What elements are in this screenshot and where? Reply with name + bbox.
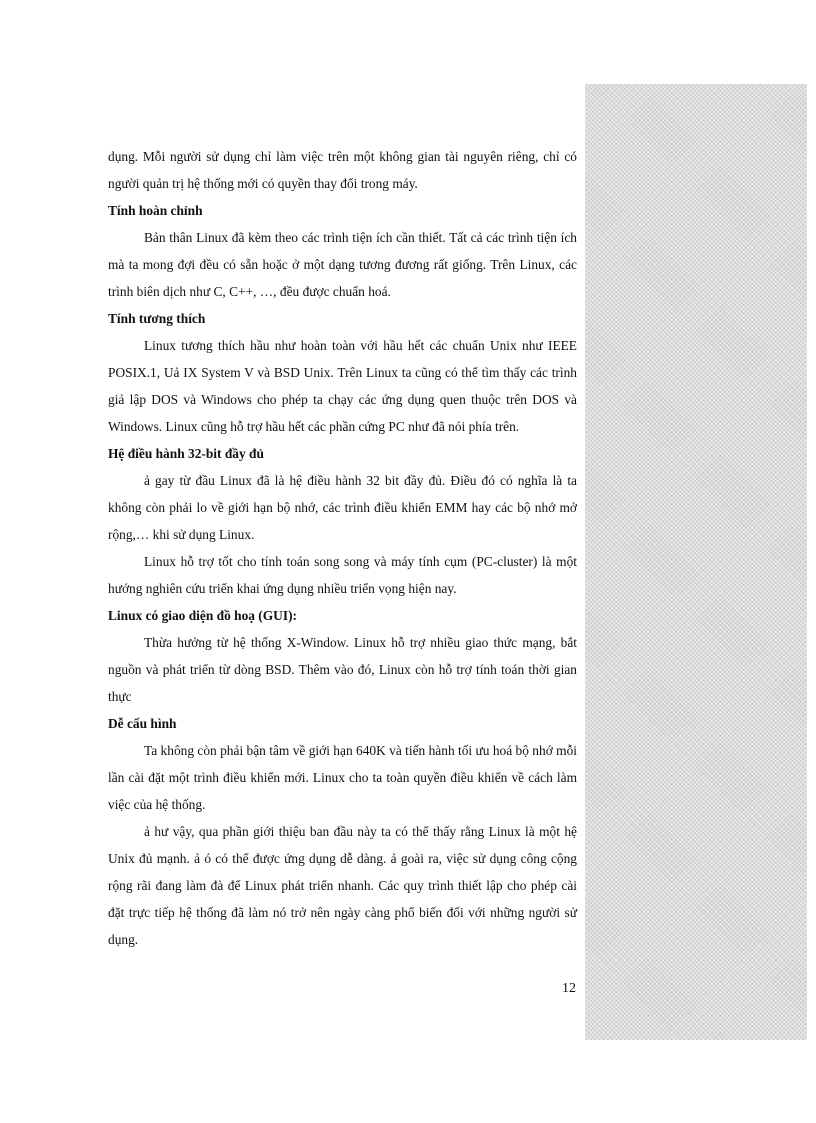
- page-number: 12: [562, 981, 576, 996]
- paragraph: ả gay từ đầu Linux đã là hệ điều hành 32 bit đầy đủ. Điều đó có nghĩa là ta không còn phải lo về giới hạn bộ nhớ, các trình điều khiển EMM hay các bộ nhớ mở rộng,… khi sử dụng Linux.: [108, 473, 577, 542]
- paragraph: dụng. Mỗi người sử dụng chỉ làm việc trên một không gian tài nguyên riêng, chỉ có người quản trị hệ thống mới có quyền thay đổi trong máy.: [108, 149, 577, 191]
- page-body: [108, 143, 577, 953]
- section-heading: Dễ cấu hình: [108, 716, 177, 731]
- paragraph: Thừa hưởng từ hệ thống X-Window. Linux hỗ trợ nhiều giao thức mạng, bắt nguồn và phát triển từ dòng BSD. Thêm vào đó, Linux còn hỗ trợ tính toán thời gian thực: [108, 635, 577, 704]
- paragraph: Ta không còn phải bận tâm về giới hạn 640K và tiến hành tối ưu hoá bộ nhớ mỗi lần cài đặt một trình điều khiển mới. Linux cho ta toàn quyền điều khiển về cách làm việc của hệ thống.: [108, 743, 577, 812]
- comment-margin-area: [585, 84, 807, 1040]
- paragraph: Linux tương thích hầu như hoàn toàn với hầu hết các chuẩn Unix như IEEE POSIX.1, Uả IX System V và BSD Unix. Trên Linux ta cũng có thể tìm thấy các trình giả lập DOS và Windows cho phép ta chạy các ứng dụng quen thuộc trên DOS và Windows. Linux cũng hỗ trợ hầu hết các phần cứng PC như đã nói phía trên.: [108, 338, 577, 434]
- section-heading: Tính tương thích: [108, 311, 206, 326]
- section-heading: Tính hoàn chỉnh: [108, 203, 203, 218]
- section-heading: Hệ điều hành 32-bit đầy đủ: [108, 446, 264, 461]
- paragraph: ả hư vậy, qua phần giới thiệu ban đầu này ta có thể thấy rằng Linux là một hệ Unix đủ mạnh. ả ó có thể được ứng dụng dễ dàng. ả goài ra, việc sử dụng công cộng rộng rãi đang làm đà để Linux phát triển nhanh. Các quy trình thiết lập cho phép cài đặt trực tiếp hệ thống đã làm nó trở nên ngày càng phổ biến đối với những người sử dụng.: [108, 824, 577, 947]
- paragraph: Bản thân Linux đã kèm theo các trình tiện ích cần thiết. Tất cả các trình tiện ích mà ta mong đợi đều có sẵn hoặc ở một dạng tương đương rất giống. Trên Linux, các trình biên dịch như C, C++, …, đều được chuẩn hoá.: [108, 230, 577, 299]
- section-heading: Linux có giao diện đồ hoạ (GUI):: [108, 608, 297, 623]
- paragraph: Linux hỗ trợ tốt cho tính toán song song và máy tính cụm (PC-cluster) là một hướng nghiên cứu triển khai ứng dụng nhiều triển vọng hiện nay.: [108, 554, 577, 596]
